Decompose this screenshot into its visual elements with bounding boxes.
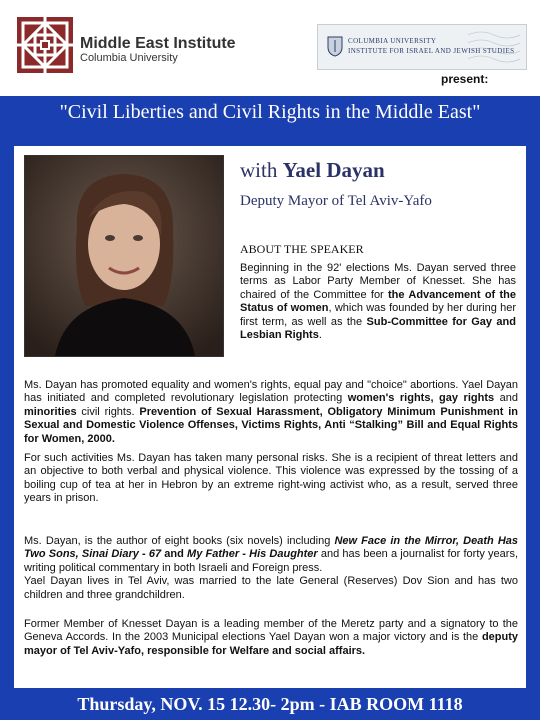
p1-text: Ms. Dayan has promoted equality and women's rights, equal pay and "choice" abortions. Yael Dayan has initiated and completed revolutionary legislation protecting [24,379,518,405]
content-panel [14,146,526,688]
partner-name-line2: INSTITUTE FOR ISRAEL AND JEWISH STUDIES [348,47,515,55]
institute-subtitle: Columbia University [80,52,178,64]
p3-and: and [161,548,188,561]
speaker-name: Yael Dayan [282,158,385,182]
about-heading: ABOUT THE SPEAKER [240,242,364,256]
p3-family: Yael Dayan lives in Tel Aviv, was married to the late General (Reserves) Dov Sion and has two children and three grandchildren. [24,575,518,601]
bio-paragraph-author [24,535,518,602]
seal-icon [326,35,344,57]
p1-bold: Prevention of Sexual Harassment, Obligatory Minimum Punishment in Sexual and Domestic Violence Offenses, Victims Rights, Anti “Stalking” Bill and Equal Rights for Women, 2000. [24,405,518,445]
intro-bold: the Advancement of the Status of women [240,288,516,315]
p3-book: My Father - His Daughter [187,548,318,561]
intro-bold: Sub-Committee for Gay and Lesbian Rights [240,315,516,342]
event-date-location: Thursday, NOV. 15 12.30- 2pm - IAB ROOM 1118 [77,694,463,714]
p1-text: and [494,392,519,405]
header-area [0,0,540,96]
partner-logo-banner [317,24,527,70]
p3-text: and has been a journalist for forty years, writing political commentary in both Israeli and Foreign press. [24,548,519,574]
p1-text: civil rights. [76,405,140,418]
partner-name-line1: COLUMBIA UNIVERSITY [348,37,437,45]
p4-text: Former Member of Knesset Dayan is a leading member of the Meretz party and a signatory to the Geneva Accords. In the 2003 Municipal elections Yael Dayan won a major victory and is the [24,618,518,644]
bio-paragraph-legislation [24,379,518,446]
speaker-line [240,158,385,183]
speaker-photo [24,155,224,357]
institute-lattice-logo [14,14,76,76]
p3-books: New Face in the Mirror, Death Has Two Sons, Sinai Diary - 67 [24,535,519,561]
about-intro [240,262,516,342]
p4-bold: deputy mayor of Tel Aviv-Yafo, responsible for Welfare and social affairs. [24,631,518,657]
p3-text: Ms. Dayan, is the author of eight books (six novels) including [24,535,335,547]
bio-paragraph-meretz [24,618,518,658]
with-prefix: with [240,158,283,182]
intro-text: Beginning in the 92' elections Ms. Dayan served three terms as Labor Party Member of Knesset. She has chaired of the Committee for [240,262,516,301]
intro-text: , which was founded by her during her first term, as well as the [240,302,517,328]
speaker-role: Deputy Mayor of Tel Aviv-Yafo [240,193,432,209]
p1-bold: women's rights, gay rights [347,392,495,405]
bio-paragraph-risks: For such activities Ms. Dayan has taken many personal risks. She is a recipient of threat letters and an objective to both verbal and physical violence. This violence was expressed by the tossing of a boiling cup of tea at her in Hebron by an extreme right-wing activist who, as a result, served three years in prison. [24,452,518,505]
institute-name: Middle East Institute [80,35,236,52]
decorative-pattern [468,29,520,65]
p1-bold: minorities [24,405,77,418]
present-label: present: [441,72,489,86]
intro-text: . [318,329,322,342]
event-title: "Civil Liberties and Civil Rights in the Middle East" [59,101,481,123]
